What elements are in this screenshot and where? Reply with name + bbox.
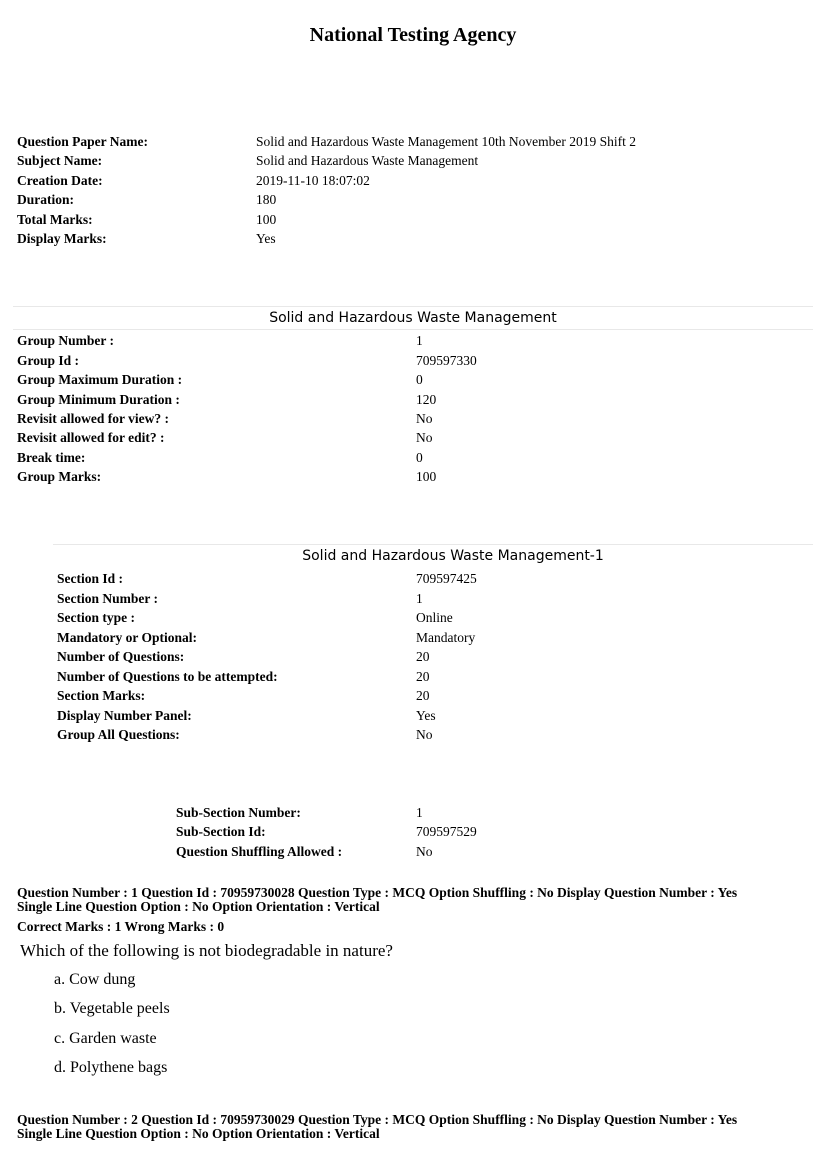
question-1-option-a: a. Cow dung [54, 971, 136, 988]
group-marks-value: 100 [416, 469, 437, 484]
revisit-view-value: No [416, 411, 433, 426]
revisit-edit-value: No [416, 430, 433, 445]
num-questions-label: Number of Questions: [57, 649, 185, 664]
question-1-option-d: d. Polythene bags [54, 1059, 168, 1076]
num-questions-value: 20 [416, 649, 430, 664]
group-number-label: Group Number : [17, 333, 115, 348]
subsection-number-label: Sub-Section Number: [176, 805, 301, 820]
num-attempt-label: Number of Questions to be attempted: [57, 669, 278, 684]
mandatory-value: Mandatory [416, 630, 476, 645]
section-number-label: Section Number : [57, 591, 158, 606]
subsection-id-value: 709597529 [416, 824, 477, 839]
group-all-value: No [416, 727, 433, 742]
page-title: National Testing Agency [309, 24, 517, 46]
total-marks-label: Total Marks: [17, 212, 93, 227]
question-2-meta-line1: Question Number : 2 Question Id : 70959730029 Question Type : MCQ Option Shuffling : No Display Question Number : Yes [17, 1112, 738, 1127]
duration-value: 180 [256, 192, 277, 207]
creation-date-value: 2019-11-10 18:07:02 [256, 173, 370, 188]
group-all-label: Group All Questions: [57, 727, 180, 742]
paper-name-label: Question Paper Name: [17, 134, 148, 149]
subsection-id-label: Sub-Section Id: [176, 824, 266, 839]
section-heading: Solid and Hazardous Waste Management-1 [302, 548, 604, 564]
group-id-label: Group Id : [17, 353, 80, 368]
display-marks-value: Yes [256, 231, 276, 246]
question-1-meta-line2: Single Line Question Option : No Option Orientation : Vertical [17, 899, 380, 914]
section-number-value: 1 [416, 591, 423, 606]
group-max-duration-label: Group Maximum Duration : [17, 372, 183, 387]
question-1-text: Which of the following is not biodegradable in nature? [20, 941, 393, 960]
question-1-marks: Correct Marks : 1 Wrong Marks : 0 [17, 919, 225, 934]
group-heading: Solid and Hazardous Waste Management [269, 310, 557, 326]
question-2-meta-line2: Single Line Question Option : No Option Orientation : Vertical [17, 1126, 380, 1141]
display-marks-label: Display Marks: [17, 231, 107, 246]
break-time-value: 0 [416, 450, 423, 465]
group-id-value: 709597330 [416, 353, 477, 368]
creation-date-label: Creation Date: [17, 173, 103, 188]
question-1-option-b: b. Vegetable peels [54, 1000, 170, 1017]
group-max-duration-value: 0 [416, 372, 423, 387]
subject-name-value: Solid and Hazardous Waste Management [256, 153, 479, 168]
group-divider [13, 306, 813, 307]
total-marks-value: 100 [256, 212, 277, 227]
section-type-label: Section type : [57, 610, 135, 625]
group-number-value: 1 [416, 333, 423, 348]
break-time-label: Break time: [17, 450, 86, 465]
paper-name-value: Solid and Hazardous Waste Management 10th November 2019 Shift 2 [256, 134, 636, 149]
group-min-duration-value: 120 [416, 392, 437, 407]
subsection-number-value: 1 [416, 805, 423, 820]
group-divider-bottom [13, 329, 813, 330]
subject-name-label: Subject Name: [17, 153, 103, 168]
shuffling-label: Question Shuffling Allowed : [176, 844, 343, 859]
revisit-view-label: Revisit allowed for view? : [17, 411, 169, 426]
number-panel-label: Display Number Panel: [57, 708, 192, 723]
shuffling-value: No [416, 844, 433, 859]
section-marks-value: 20 [416, 688, 430, 703]
section-divider [53, 544, 813, 545]
section-marks-label: Section Marks: [57, 688, 146, 703]
section-id-value: 709597425 [416, 571, 477, 586]
group-min-duration-label: Group Minimum Duration : [17, 392, 180, 407]
number-panel-value: Yes [416, 708, 436, 723]
section-type-value: Online [416, 610, 453, 625]
mandatory-label: Mandatory or Optional: [57, 630, 198, 645]
group-marks-label: Group Marks: [17, 469, 102, 484]
duration-label: Duration: [17, 192, 74, 207]
question-1-option-c: c. Garden waste [54, 1030, 157, 1047]
section-id-label: Section Id : [57, 571, 124, 586]
revisit-edit-label: Revisit allowed for edit? : [17, 430, 165, 445]
question-1-meta-line1: Question Number : 1 Question Id : 70959730028 Question Type : MCQ Option Shuffling : No Display Question Number : Yes [17, 885, 738, 900]
num-attempt-value: 20 [416, 669, 430, 684]
